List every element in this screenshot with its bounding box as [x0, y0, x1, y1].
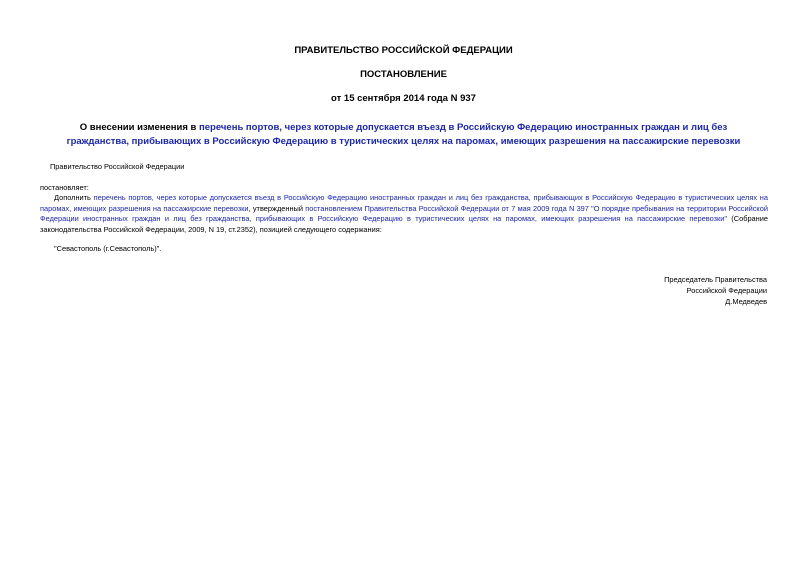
document-type-heading: ПОСТАНОВЛЕНИЕ: [360, 69, 447, 80]
signature-position: Председатель Правительства: [664, 275, 767, 284]
title-link[interactable]: перечень портов, через которые допускается въезд в Российскую Федерацию иностранных граждан и лиц без гражданства, прибывающих в Российскую Федерацию в туристических целях на паромах, имеющих разрешения на пассажирские перевозки: [66, 122, 741, 147]
main-mid: , утвержденный: [248, 203, 306, 213]
ports-list-link[interactable]: перечень портов, через которые допускается въезд в Российскую Федерацию иностранных граждан и лиц без гражданства, прибывающих в Российскую Федерацию в туристических целях на паромах, имеющих разрешения на пассажирские перевозки: [40, 193, 768, 213]
signature-name: Д.Медведев: [725, 297, 767, 306]
main-end: (Собрание законодательства Российской Федерации, 2009, N 19, ст.2352), позицией следующего содержания:: [40, 214, 768, 234]
decrees-line: постановляет:: [40, 183, 89, 192]
issuer-heading: ПРАВИТЕЛЬСТВО РОССИЙСКОЙ ФЕДЕРАЦИИ: [294, 45, 513, 56]
new-item-quote: "Севастополь (г.Севастополь)".: [54, 244, 162, 253]
document-title: [50, 121, 757, 149]
main-start: Дополнить: [54, 193, 94, 202]
decree-397-link[interactable]: постановлением Правительства Российской Федерации от 7 мая 2009 года N 397 "О порядке пребывания на территории Российской Федерации иностранных граждан и лиц без гражданства, прибывающих в Российскую Федерацию в туристических целях на паромах, имеющих разрешения на пассажирские перевозки": [40, 203, 768, 223]
government-line: Правительство Российской Федерации: [50, 162, 185, 171]
signature-country: Российской Федерации: [686, 286, 767, 295]
main-paragraph: [40, 193, 768, 235]
title-prefix: О внесении изменения в: [79, 122, 200, 133]
date-number-heading: от 15 сентября 2014 года N 937: [331, 93, 476, 104]
